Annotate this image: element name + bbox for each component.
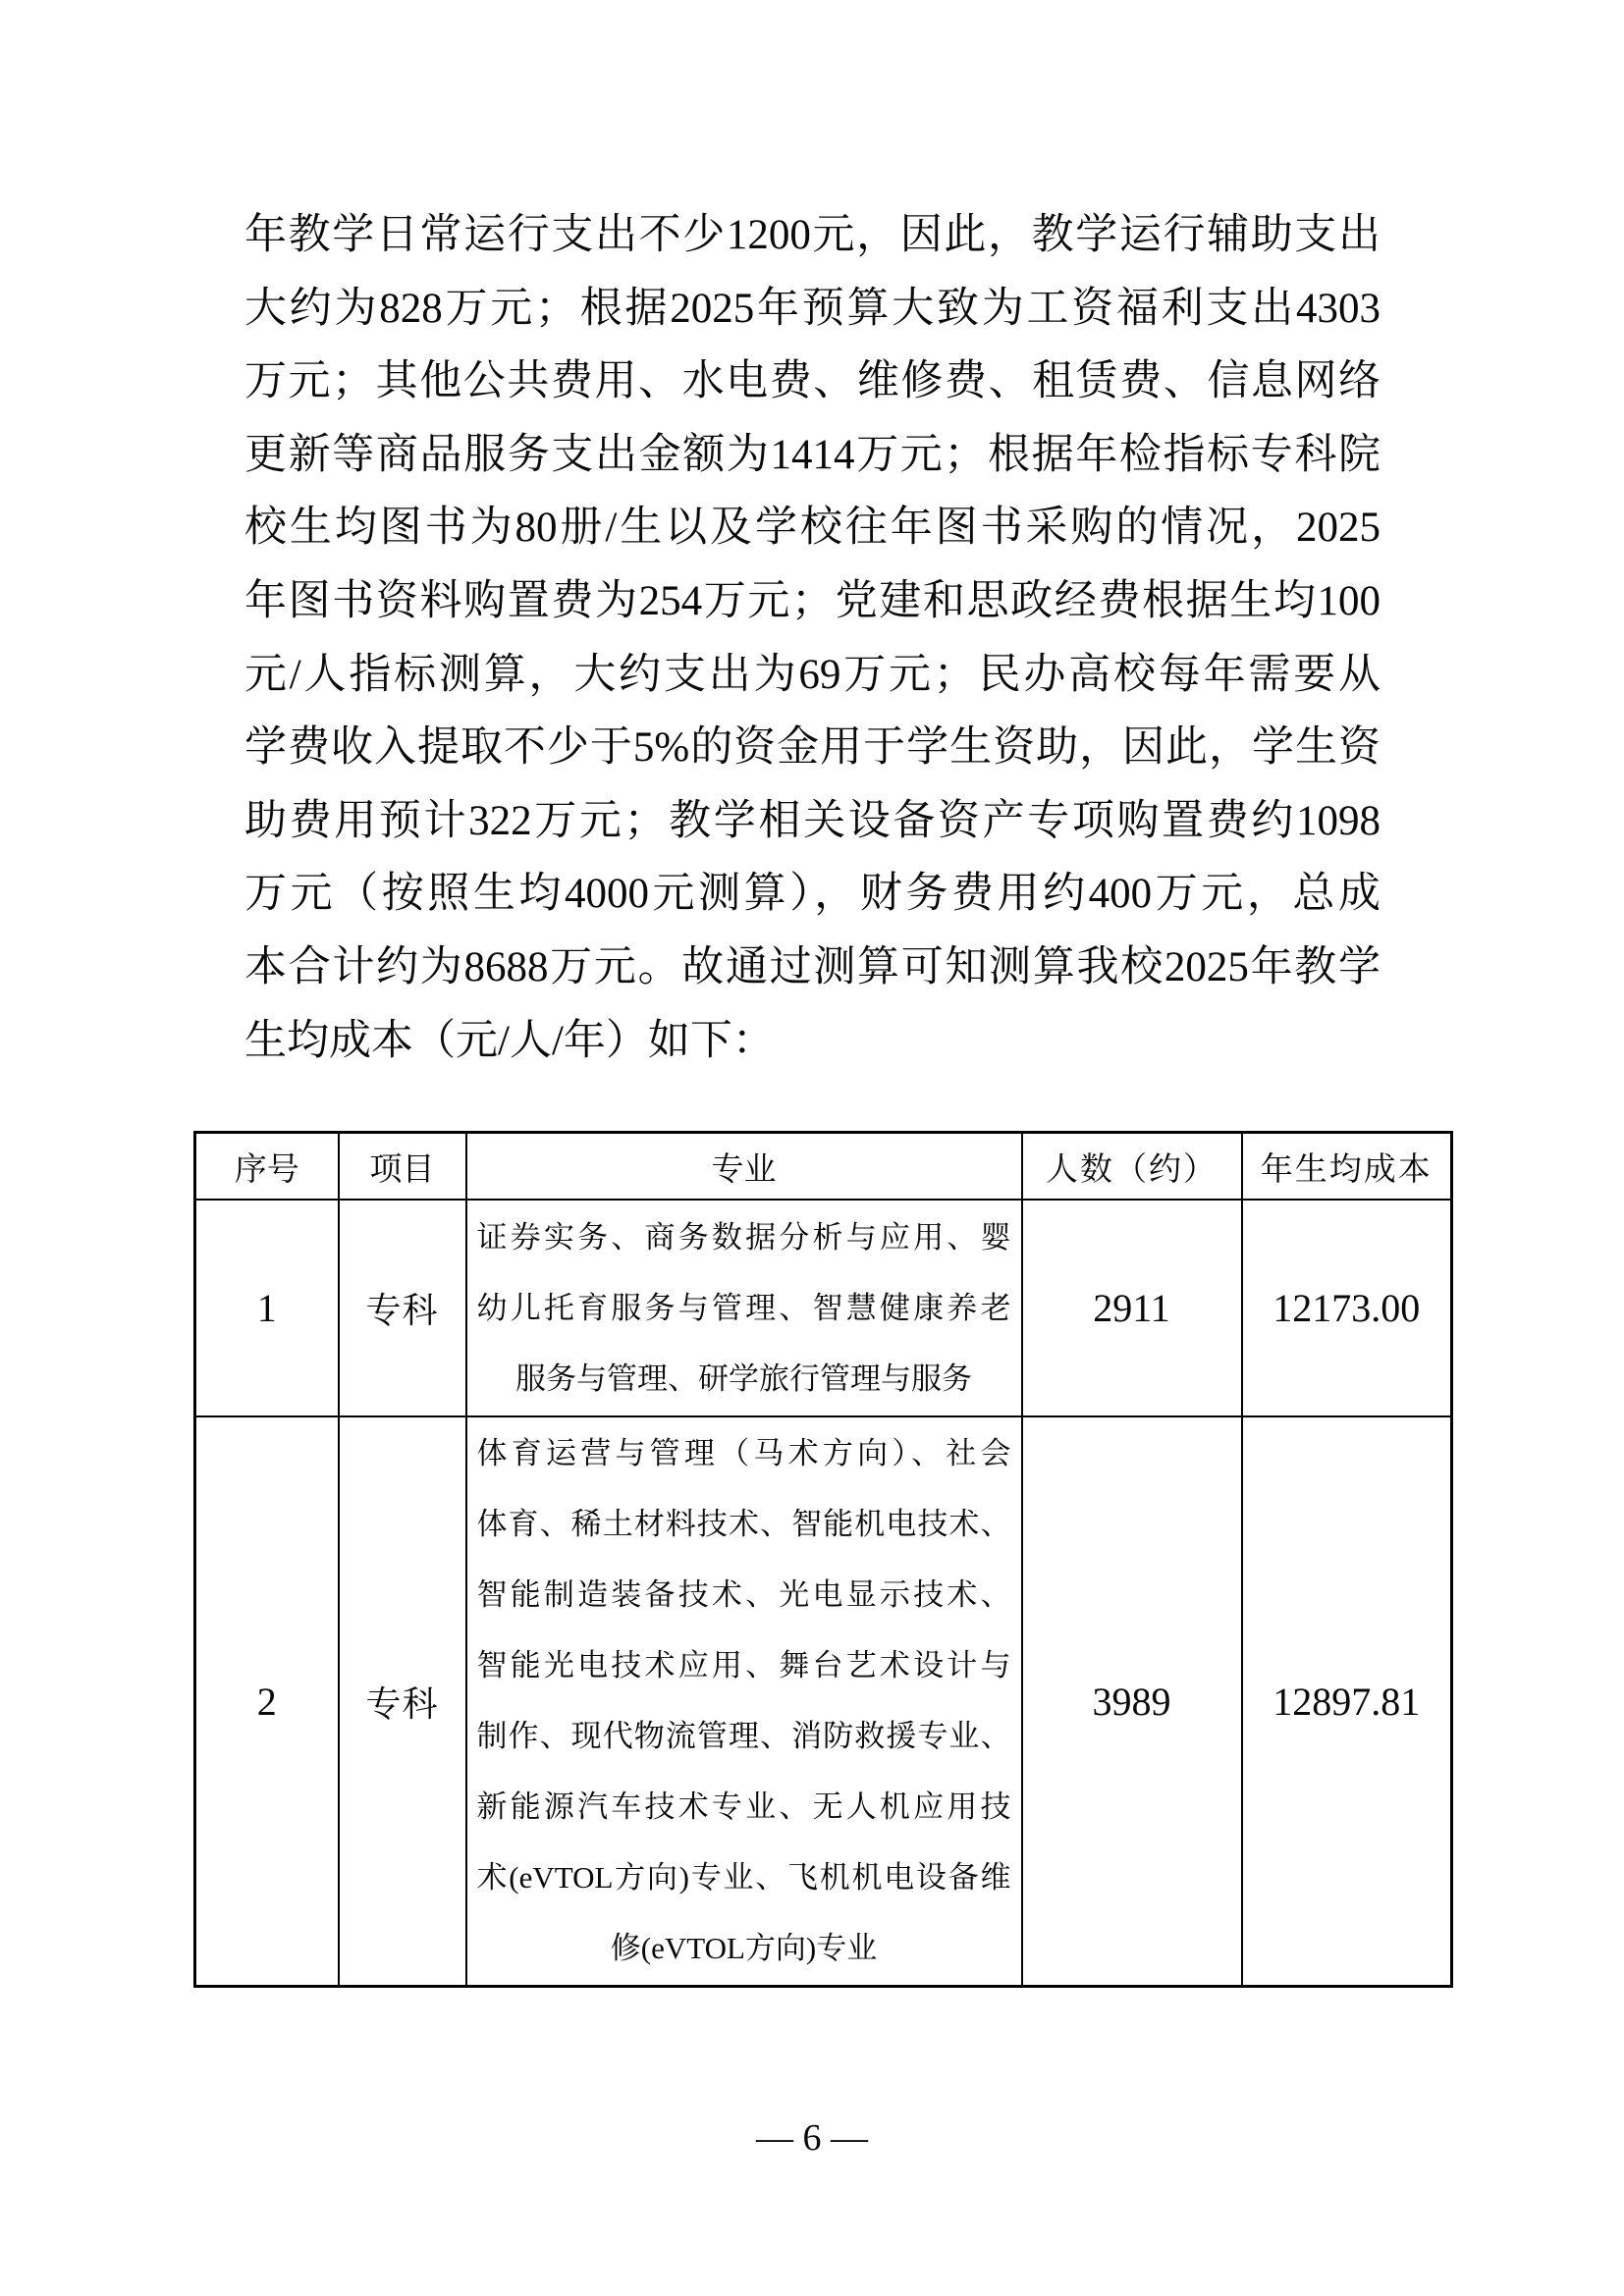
cost-table <box>193 1131 1453 1988</box>
cell-majors <box>466 1416 1022 1987</box>
cell-index: 1 <box>195 1200 339 1416</box>
cell-item: 专科 <box>339 1200 466 1416</box>
header-cost: 年生均成本 <box>1242 1133 1452 1201</box>
table-row <box>195 1200 1452 1416</box>
cell-majors <box>466 1200 1022 1416</box>
cell-index: 2 <box>195 1416 339 1987</box>
table-row <box>195 1416 1452 1987</box>
header-students: 人数（约） <box>1022 1133 1242 1201</box>
body-paragraph: 年教学日常运行支出不少1200元，因此，教学运行辅助支出 大约为828万元；根据2025年预算大致为工资福利支出4303 万元；其他公共费用、水电费、维修费、租赁费、信息网络 更新等商品服务支出金额为1414万元；根据年检指标专科院 校生均图书为80册/生以及学校往年图书采购的情况，2025 年图书资料购置费为254万元；党建和思政经费根据生均100 元/人指标测算，大约支出为69万元；民办高校每年需要从 学费收入提取不少于5%的资金用于学生资助，因此，学生资 助费用预计322万元；教学相关设备资产专项购置费约1098 万元（按照生均4000元测算），财务费用约400万元，总成 本合计约为8688万元。故通过测算可知测算我校2025年教学 生均成本（元/人/年）如下： <box>244 212 1380 1064</box>
cell-students: 3989 <box>1022 1416 1242 1987</box>
cell-cost: 12897.81 <box>1242 1416 1452 1987</box>
cell-cost: 12173.00 <box>1242 1200 1452 1416</box>
header-major: 专业 <box>466 1133 1022 1201</box>
cell-item: 专科 <box>339 1416 466 1987</box>
header-item: 项目 <box>339 1133 466 1201</box>
cell-students: 2911 <box>1022 1200 1242 1416</box>
page-number: — 6 — <box>756 2117 868 2159</box>
header-index: 序号 <box>195 1133 339 1201</box>
table-header-row <box>195 1133 1452 1201</box>
majors-text: 证券实务、商务数据分析与应用、婴 幼儿托育服务与管理、智慧健康养老 服务与管理、研学旅行管理与服务 <box>476 1219 1011 1396</box>
majors-text: 体育运营与管理（马术方向）、社会 体育、稀土材料技术、智能机电技术、 智能制造装备技术、光电显示技术、 智能光电技术应用、舞台艺术设计与 制作、现代物流管理、消防救援专业、 新能源汽车技术专业、无人机应用技 术(eVTOL方向)专业、飞机机电设备维 修(eVTOL方向)专业 <box>476 1436 1011 1965</box>
